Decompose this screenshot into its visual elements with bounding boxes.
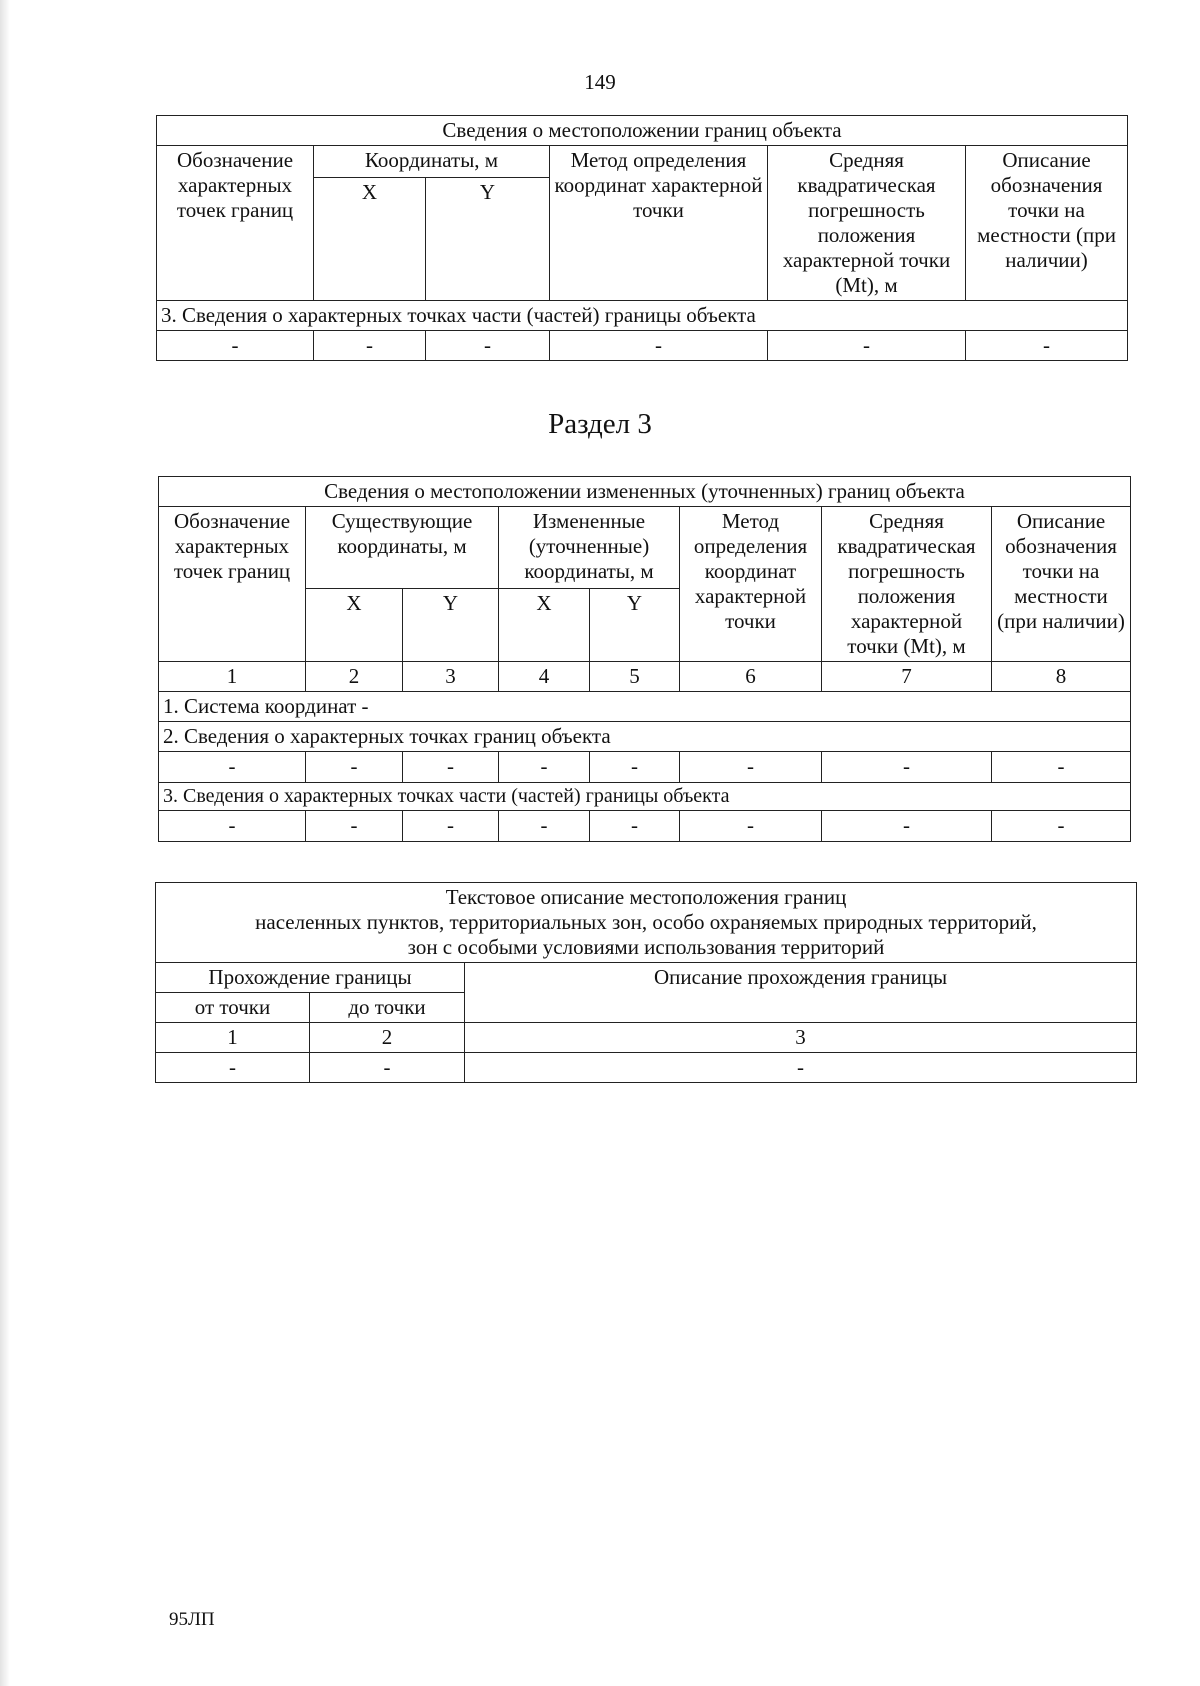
table-cell: - xyxy=(499,811,590,842)
table-cell: - xyxy=(822,811,992,842)
header-x: X xyxy=(314,178,426,301)
column-number: 5 xyxy=(590,662,680,692)
header-passage-description: Описание прохождения границы xyxy=(465,963,1137,1023)
table-title: Сведения о местоположении измененных (уточненных) границ объекта xyxy=(159,477,1131,507)
table-cell: - xyxy=(310,1053,465,1083)
scan-edge xyxy=(0,0,10,1686)
title-line: зон с особыми условиями использования территорий xyxy=(407,935,885,959)
column-number: 7 xyxy=(822,662,992,692)
header-changed-coordinates: Измененные (уточненные) координаты, м xyxy=(499,507,680,589)
header-from-point: от точки xyxy=(156,993,310,1023)
column-number: 1 xyxy=(156,1023,310,1053)
header-x-existing: X xyxy=(306,589,403,662)
section-title: Раздел 3 xyxy=(548,408,652,440)
header-description: Описание обозначения точки на местности (при наличии) xyxy=(992,507,1131,662)
table-cell: - xyxy=(306,752,403,783)
header-existing-coordinates: Существующие координаты, м xyxy=(306,507,499,589)
page-number: 149 xyxy=(584,70,616,94)
column-number: 2 xyxy=(310,1023,465,1053)
table-row xyxy=(156,1053,1137,1083)
table-cell: - xyxy=(590,752,680,783)
document-code: 95ЛП xyxy=(169,1609,215,1630)
header-point-designation: Обозначение характерных точек границ xyxy=(159,507,306,662)
table-cell: - xyxy=(465,1053,1137,1083)
subsection-coordinate-system: 1. Система координат - xyxy=(159,692,1131,722)
table-row xyxy=(157,331,1128,361)
header-boundary-passage: Прохождение границы xyxy=(156,963,465,993)
table-cell: - xyxy=(426,331,550,361)
column-number: 3 xyxy=(403,662,499,692)
table-cell: - xyxy=(314,331,426,361)
header-mean-error: Средняя квадратическая погрешность положения характерной точки (Mt), м xyxy=(768,146,966,301)
header-description: Описание обозначения точки на местности (при наличии) xyxy=(966,146,1128,301)
table-cell: - xyxy=(590,811,680,842)
subsection-boundary-points: 2. Сведения о характерных точках границ объекта xyxy=(159,722,1131,752)
table-cell: - xyxy=(550,331,768,361)
table-cell: - xyxy=(966,331,1128,361)
column-number: 3 xyxy=(465,1023,1137,1053)
table-cell: - xyxy=(822,752,992,783)
subsection-parts: 3. Сведения о характерных точках части (частей) границы объекта xyxy=(157,301,1128,331)
boundary-location-table xyxy=(156,115,1128,361)
column-number: 6 xyxy=(680,662,822,692)
header-point-designation: Обозначение характерных точек границ xyxy=(157,146,314,301)
header-method: Метод определения координат характерной точки xyxy=(550,146,768,301)
boundary-text-description-table xyxy=(155,882,1137,1083)
table-cell: - xyxy=(992,752,1131,783)
table-cell: - xyxy=(157,331,314,361)
table-cell: - xyxy=(768,331,966,361)
changed-boundary-table xyxy=(158,476,1131,842)
table-cell: - xyxy=(992,811,1131,842)
table-cell: - xyxy=(306,811,403,842)
table-row xyxy=(159,752,1131,783)
subsection-parts: 3. Сведения о характерных точках части (частей) границы объекта xyxy=(159,783,1131,811)
header-y-existing: Y xyxy=(403,589,499,662)
header-y-changed: Y xyxy=(590,589,680,662)
table-cell: - xyxy=(499,752,590,783)
column-numbers-row xyxy=(156,1023,1137,1053)
header-method: Метод определения координат характерной точки xyxy=(680,507,822,662)
header-y: Y xyxy=(426,178,550,301)
title-line: Текстовое описание местоположения границ xyxy=(445,885,847,909)
column-numbers-row xyxy=(159,662,1131,692)
table-row xyxy=(159,811,1131,842)
header-x-changed: X xyxy=(499,589,590,662)
table-cell: - xyxy=(159,752,306,783)
column-number: 1 xyxy=(159,662,306,692)
column-number: 2 xyxy=(306,662,403,692)
table-cell: - xyxy=(403,752,499,783)
column-number: 8 xyxy=(992,662,1131,692)
table-title: Сведения о местоположении границ объекта xyxy=(157,116,1128,146)
table-cell: - xyxy=(680,752,822,783)
table-title xyxy=(156,883,1137,963)
table-cell: - xyxy=(680,811,822,842)
header-coordinates: Координаты, м xyxy=(314,146,550,178)
table-cell: - xyxy=(159,811,306,842)
table-cell: - xyxy=(156,1053,310,1083)
title-line: населенных пунктов, территориальных зон, особо охраняемых природных территорий, xyxy=(255,910,1037,934)
header-mean-error: Средняя квадратическая погрешность положения характерной точки (Mt), м xyxy=(822,507,992,662)
column-number: 4 xyxy=(499,662,590,692)
header-to-point: до точки xyxy=(310,993,465,1023)
table-cell: - xyxy=(403,811,499,842)
